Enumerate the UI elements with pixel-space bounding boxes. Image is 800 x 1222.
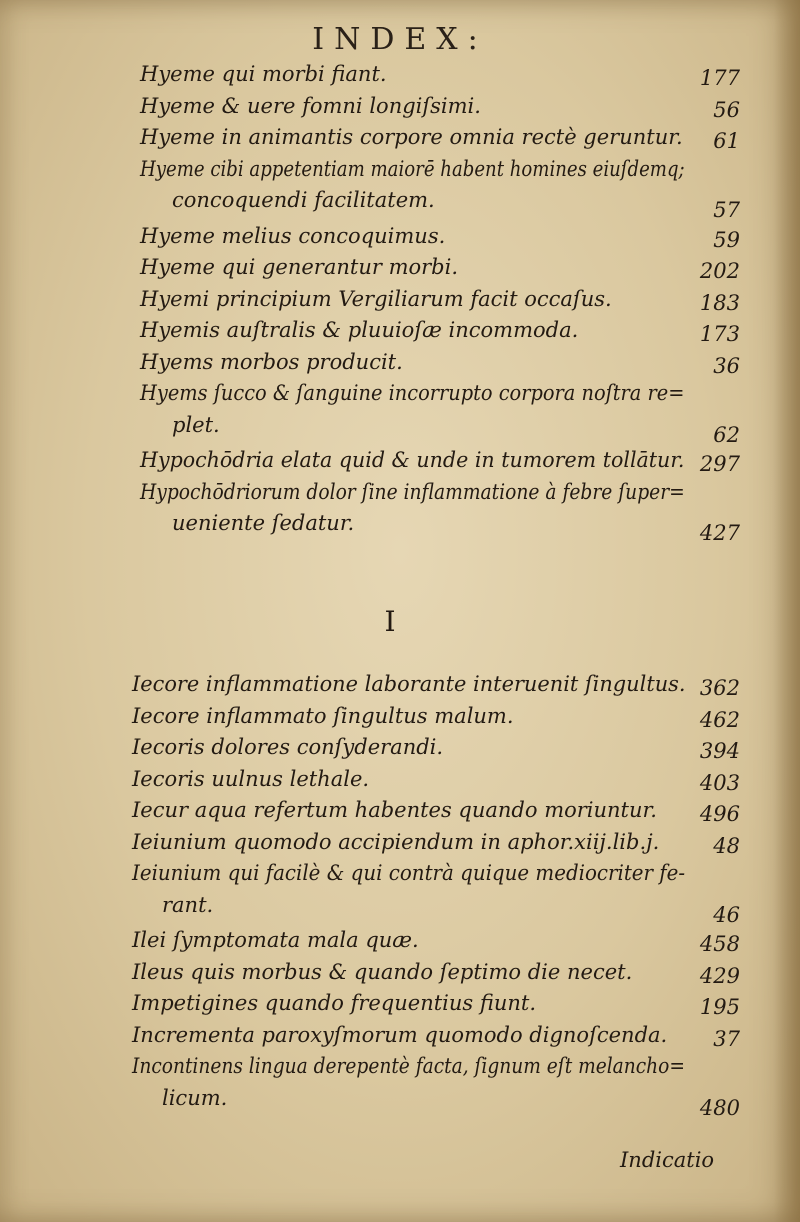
- entry-text: Hyeme qui generantur morbi.: [140, 255, 458, 279]
- entry-text: Iecore inflammato ſingultus malum.: [132, 703, 514, 728]
- entry-page-number: 403: [699, 770, 740, 795]
- entry-text: Hyeme qui morbi fiant.: [140, 62, 387, 86]
- entry-page-number: 195: [699, 995, 740, 1019]
- entry-text: Hyeme cibi appetentiam maiorē habent homines eiuſdemq;: [140, 156, 685, 181]
- entry-text: Ieiunium qui facilè & qui contrà quique mediocriter fe-: [132, 861, 686, 885]
- entry-text: Hypochōdriorum dolor ſine inflammatione à febre ſuper=: [140, 479, 685, 504]
- entry-page-number: 59: [713, 227, 740, 252]
- entry-page-number: 480: [699, 1095, 740, 1120]
- entry-text: Hyeme in animantis corpore omnia rectè geruntur.: [140, 125, 683, 149]
- entry-page-number: 177: [699, 66, 740, 90]
- entry-text: Ieiunium quomodo accipiendum in aphor.xiij.lib.j.: [132, 829, 660, 854]
- entry-text-continuation: concoquendi facilitatem.: [172, 188, 435, 212]
- entry-text: Hyemi principium Vergiliarum facit occaſus.: [140, 286, 612, 311]
- entry-page-number: 56: [713, 97, 740, 122]
- entry-page-number: 61: [713, 129, 740, 153]
- entry-page-number: 36: [713, 353, 740, 378]
- page-header: INDEX:: [312, 22, 488, 57]
- entry-text: Hyemis auſtralis & pluuioſæ incommoda.: [140, 318, 579, 342]
- entry-text: Ileus quis morbus & quando ſeptimo die necet.: [132, 959, 633, 984]
- entry-text-continuation: licum.: [162, 1085, 228, 1110]
- entry-text-continuation: rant.: [162, 892, 214, 917]
- entry-text-continuation: ueniente ſedatur.: [172, 511, 355, 535]
- entry-page-number: 37: [713, 1026, 740, 1051]
- entry-text: Hyeme & uere fomni longiſsimi.: [140, 93, 481, 118]
- entry-text: Impetigines quando frequentius fiunt.: [132, 991, 537, 1015]
- entry-page-number: 297: [699, 452, 740, 476]
- entry-page-number: 48: [713, 833, 740, 858]
- entry-text: Ilei ſymptomata mala quæ.: [132, 928, 419, 952]
- entry-page-number: 173: [699, 322, 740, 346]
- entry-text: Incrementa paroxyſmorum quomodo dignoſcenda.: [132, 1022, 668, 1047]
- entry-page-number: 202: [699, 259, 740, 283]
- entry-text: Iecur aqua refertum habentes quando moriuntur.: [132, 798, 657, 822]
- entry-text: Incontinens lingua derepentè facta, ſignum eſt melancho=: [132, 1054, 685, 1078]
- entry-page-number: 394: [699, 739, 740, 763]
- entry-page-number: 362: [699, 676, 740, 700]
- entry-text: Hyems morbos producit.: [140, 349, 403, 374]
- entry-page-number: 429: [699, 963, 740, 988]
- entry-page-number: 462: [699, 707, 740, 732]
- entry-text: Hypochōdria elata quid & unde in tumorem tollātur.: [140, 448, 685, 472]
- section-letter: I: [384, 605, 396, 638]
- entry-text: Hyeme melius concoquimus.: [140, 223, 446, 248]
- entry-text: Hyems ſucco & ſanguine incorrupto corpora noſtra re=: [140, 381, 685, 405]
- entry-page-number: 427: [699, 521, 740, 545]
- entry-page-number: 496: [699, 802, 740, 826]
- catchword: Indicatio: [620, 1148, 715, 1172]
- entry-page-number: 183: [699, 290, 740, 315]
- entry-page-number: 57: [713, 198, 740, 222]
- entry-page-number: 458: [699, 932, 740, 956]
- entry-text: Iecoris dolores conſyderandi.: [132, 735, 444, 759]
- entry-page-number: 46: [713, 902, 740, 927]
- entry-text-continuation: plet.: [172, 412, 220, 437]
- entry-text: Iecoris uulnus lethale.: [132, 766, 370, 791]
- entry-text: Iecore inflammatione laborante interuenit ſingultus.: [132, 672, 686, 696]
- entry-page-number: 62: [713, 422, 740, 447]
